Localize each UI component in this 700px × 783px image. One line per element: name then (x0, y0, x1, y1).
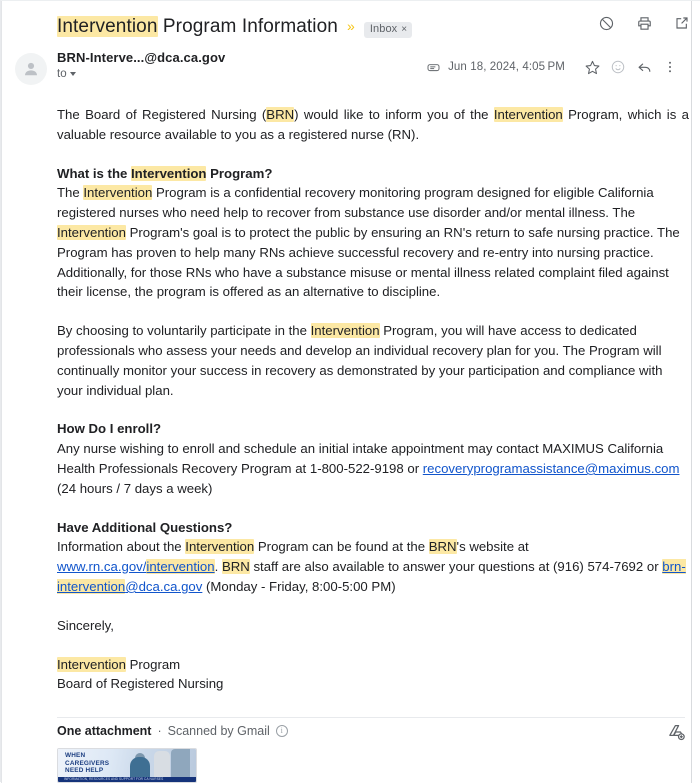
page-title (57, 16, 412, 38)
signature-text-a: Program (125, 656, 181, 672)
intro-text-c: Program, which is a valuable resource available to you as a registered nurse (RN). (57, 107, 689, 142)
spacer (57, 302, 689, 321)
s4-highlight-intervention: Intervention (185, 539, 255, 555)
s1-text-b: Program is a confidential recovery monitoring program designed for eligible California registered nurses who need help to recover from substance use disorder and/or mental illness. The (57, 185, 654, 221)
s4-text-a: Information about the (57, 539, 186, 555)
paragraph-section1 (57, 183, 689, 302)
intro-text-a: The Board of Registered Nursing ( (57, 107, 267, 122)
attachment-separator: · (157, 724, 162, 738)
subject-actions (596, 13, 692, 33)
s3-text-b: (24 hours / 7 days a week) (57, 480, 213, 496)
s4-text-e: staff are also available to answer your questions at (916) 574-7692 or (249, 559, 663, 575)
heading3-text: Have Additional Questions? (57, 519, 233, 535)
spacer (57, 145, 689, 164)
thumbnail-footer-strip (58, 777, 196, 782)
add-all-to-drive-icon[interactable] (666, 722, 688, 744)
heading1-text-a: What is the (57, 165, 131, 181)
s1-text-a: The (57, 185, 84, 201)
thumbnail-title-line2: CAREGIVERS (65, 759, 110, 767)
thumbnail-footer-text: INFORMATION, RESOURCES AND SUPPORT FOR CA NURSES (64, 777, 164, 781)
s1-highlight-1: Intervention (83, 185, 153, 201)
more-options-icon[interactable] (657, 55, 683, 79)
label-remove-icon[interactable]: × (401, 23, 408, 35)
website-link-rn-ca-gov[interactable]: www.rn.ca.gov/ (57, 559, 147, 575)
message-meta (426, 55, 683, 79)
recipient-expander[interactable] (57, 68, 76, 80)
s4-text-d: . (214, 559, 222, 575)
paragraph-section3 (57, 439, 689, 498)
important-marker-icon[interactable]: » (346, 18, 355, 34)
attachment-thumbnail-image (58, 749, 196, 782)
block-sender-icon[interactable] (596, 13, 616, 33)
chevron-down-icon (70, 72, 76, 76)
sender-block (57, 50, 225, 80)
spacer (57, 400, 689, 419)
intro-highlight-intervention: Intervention (493, 107, 563, 122)
s4-text-c: 's website at (456, 539, 529, 555)
label-chip-inbox[interactable] (364, 22, 412, 38)
signature-organization: Board of Registered Nursing (57, 676, 224, 692)
heading1-text-b: Program? (206, 165, 273, 181)
email-link-maximus[interactable]: recoveryprogramassistance@maximus.com (422, 460, 680, 476)
star-icon[interactable] (579, 55, 605, 79)
heading-what-is-intervention (57, 164, 689, 184)
s4-highlight-brn-1: BRN (428, 539, 457, 555)
spacer (57, 499, 689, 518)
website-link-intervention-segment[interactable]: intervention (146, 559, 215, 575)
label-chip-text: Inbox (369, 23, 398, 35)
avatar[interactable] (15, 53, 47, 85)
intro-text-b: ) would like to inform you of the (294, 107, 494, 122)
attachment-thumbnail-card[interactable] (57, 748, 197, 783)
s4-text-f: (Monday - Friday, 8:00-5:00 PM) (202, 578, 396, 594)
paragraph-section2 (57, 321, 689, 400)
heading1-highlight: Intervention (131, 165, 207, 181)
thumbnail-title (65, 752, 109, 775)
scanned-by-gmail-label: Scanned by Gmail (167, 724, 270, 738)
closing-sincerely: Sincerely, (57, 617, 114, 633)
heading2-text: How Do I enroll? (57, 421, 162, 437)
s1-highlight-2: Intervention (57, 224, 126, 240)
attachment-count: One attachment (57, 724, 152, 738)
pane-right-edge (691, 1, 692, 783)
subject-row (1, 9, 691, 45)
intro-highlight-brn: BRN (266, 107, 295, 122)
paragraph-intro (57, 105, 689, 145)
to-label: to (57, 68, 67, 80)
thumbnail-title-line1: WHEN (65, 752, 86, 759)
attachment-indicator-icon (426, 60, 441, 75)
pane-left-edge (1, 1, 2, 783)
s4-highlight-brn-2: BRN (221, 559, 250, 575)
paragraph-section4 (57, 537, 689, 596)
s4-text-b: Program can be found at the (254, 539, 429, 555)
sender-address[interactable]: BRN-Interve...@dca.ca.gov (57, 50, 226, 65)
print-icon[interactable] (634, 13, 654, 33)
spacer (57, 597, 689, 616)
s3-text-a: Any nurse wishing to enroll and schedule an initial intake appointment may contact MAXIMUS California Health Professionals Recovery Program at 1-800-522-9198 or (57, 441, 664, 476)
add-reaction-icon[interactable] (605, 55, 631, 79)
subject-highlight-term: Intervention (57, 16, 158, 37)
spacer (57, 636, 689, 655)
reply-icon[interactable] (631, 55, 657, 79)
email-link-brn-intervention-domain[interactable]: @dca.ca.gov (125, 578, 203, 594)
s2-text-a: By choosing to voluntarily participate in the (57, 323, 311, 339)
thumbnail-title-line3: NEED HELP (65, 767, 104, 775)
subject-remainder: Program Information (157, 16, 338, 37)
info-icon[interactable]: i (276, 725, 288, 737)
open-in-new-window-icon[interactable] (672, 13, 692, 33)
message-timestamp: Jun 18, 2024, 4:05 PM (448, 61, 565, 73)
message-body (57, 105, 689, 694)
attachment-divider (57, 717, 685, 718)
email-link-brn-intervention-local[interactable]: brn-intervention (57, 559, 686, 594)
attachment-header (57, 724, 288, 738)
s1-text-c: Program's goal is to protect the public by ensuring an RN's return to safe nursing practice. The Program has proven to help many RNs achieve successful recovery and re-entry into nursing practice. Additionally, for those RNs who have a substance misuse or mental illness related complaint filed against their license, the program is offered as an alternative to discipline. (57, 224, 680, 300)
s2-highlight: Intervention (310, 323, 380, 339)
s2-text-b: Program, you will have access to dedicated professionals who assess your needs and develop an individual recovery plan for you. The Program will continually monitor your success in recovery as demonstrated by your participation and compliance with your individual plan. (57, 323, 663, 398)
signature-program (57, 655, 689, 675)
signature-highlight: Intervention (57, 656, 126, 672)
sender-row (1, 49, 691, 91)
heading-have-additional-questions (57, 518, 689, 538)
heading-how-do-i-enroll (57, 419, 689, 439)
